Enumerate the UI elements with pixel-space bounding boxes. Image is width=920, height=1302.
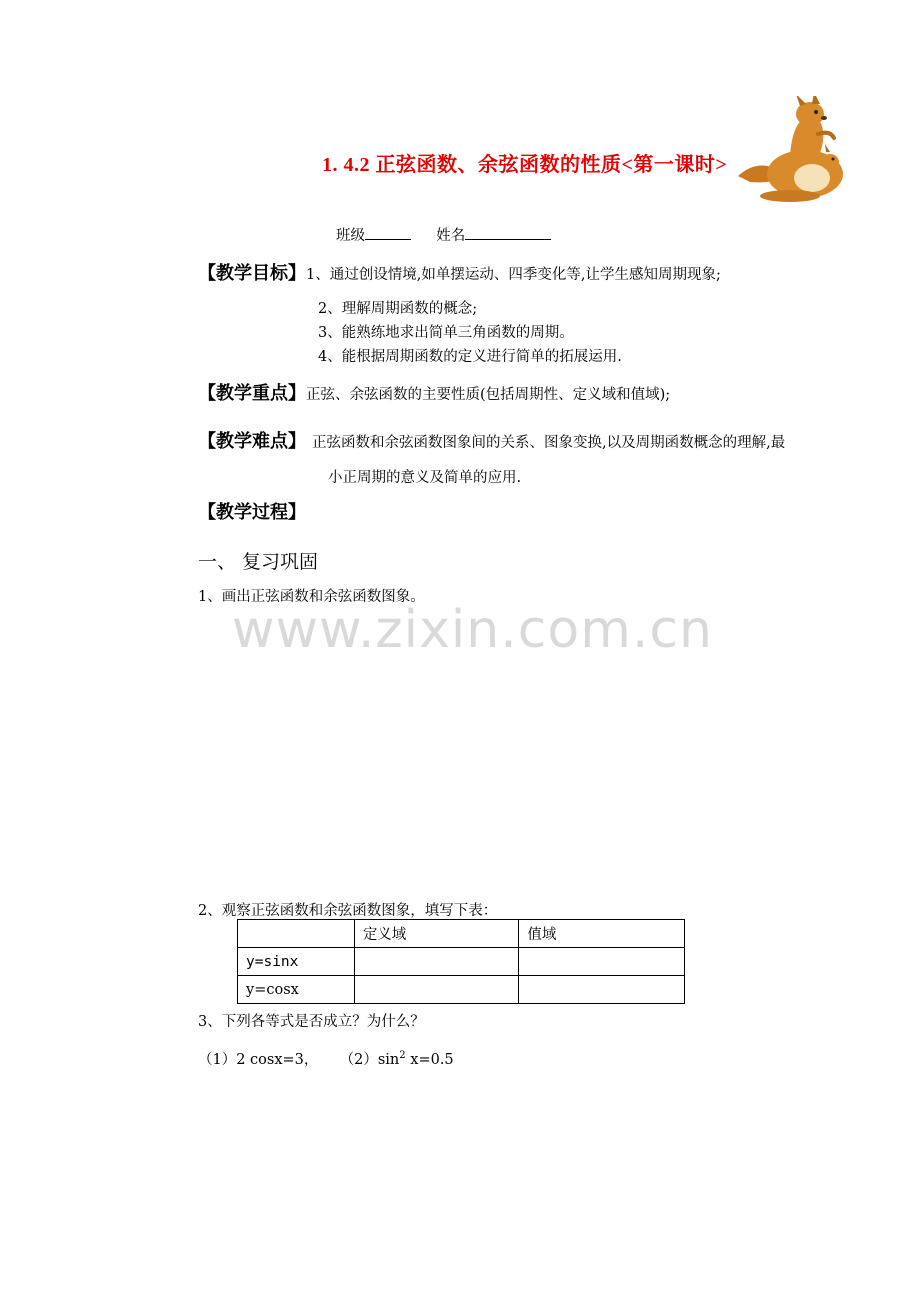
table-header-cell (238, 920, 355, 948)
table-cell-function: y=cosx (238, 976, 355, 1004)
table-cell-domain[interactable] (354, 948, 519, 976)
table-cell-function: y=sinx (238, 948, 355, 976)
process-label: 【教学过程】 (198, 502, 306, 523)
table-cell-range[interactable] (519, 948, 685, 976)
objective-item: 4、能根据周期函数的定义进行简单的拓展运用. (318, 349, 622, 365)
key-points-label: 【教学重点】 (198, 383, 306, 404)
properties-table (237, 919, 685, 1004)
question-2: 2、观察正弦函数和余弦函数图象，填写下表： (198, 903, 498, 919)
difficulties-text-line1: 正弦函数和余弦函数图象间的关系、图象变换,以及周期函数概念的理解,最 (312, 435, 786, 451)
question-3: 3、下列各等式是否成立？为什么？ (198, 1014, 425, 1030)
difficulties-label: 【教学难点】 (198, 431, 306, 452)
objective-item: 2、理解周期函数的概念; (318, 301, 478, 317)
table-header-cell: 值域 (519, 920, 685, 948)
class-label: 班级 (336, 228, 365, 244)
name-label: 姓名 (436, 228, 466, 244)
table-row (238, 948, 685, 976)
table-cell-domain[interactable] (354, 976, 519, 1004)
section-heading-review: 一、 复习巩固 (198, 551, 319, 573)
objective-item: 3、能熟练地求出简单三角函数的周期。 (318, 325, 574, 341)
student-info-line (336, 224, 551, 245)
objective-item: 1、通过创设情境,如单摆运动、四季变化等,让学生感知周期现象; (306, 267, 721, 283)
question-3-items (198, 1048, 454, 1069)
page-title: 1. 4.2 正弦函数、余弦函数的性质<第一课时> (322, 154, 728, 176)
key-points-text: 正弦、余弦函数的主要性质(包括周期性、定义域和值域); (306, 387, 671, 403)
table-row (238, 976, 685, 1004)
difficulties-text-line2: 小正周期的意义及简单的应用. (328, 470, 522, 486)
question-3-part-2-exponent: 2 (399, 1050, 406, 1062)
class-blank (365, 225, 411, 240)
question-3-part-2-suffix: x=0.5 (405, 1052, 454, 1068)
question-3-part-1: （1）2 cosx=3， (198, 1052, 319, 1068)
name-blank (465, 225, 551, 240)
objectives-row (198, 259, 721, 285)
table-header-row (238, 920, 685, 948)
key-points-row (198, 379, 670, 405)
watermark: www.zixin.com.cn (232, 600, 713, 660)
objectives-label: 【教学目标】 (198, 263, 306, 284)
table-cell-range[interactable] (519, 976, 685, 1004)
difficulties-row (198, 427, 785, 453)
question-3-part-2-prefix: （2）sin (339, 1052, 400, 1068)
table-header-cell: 定义域 (354, 920, 519, 948)
kangaroo-mascot-icon (730, 96, 850, 206)
question-1: 1、画出正弦函数和余弦函数图象。 (198, 589, 425, 605)
